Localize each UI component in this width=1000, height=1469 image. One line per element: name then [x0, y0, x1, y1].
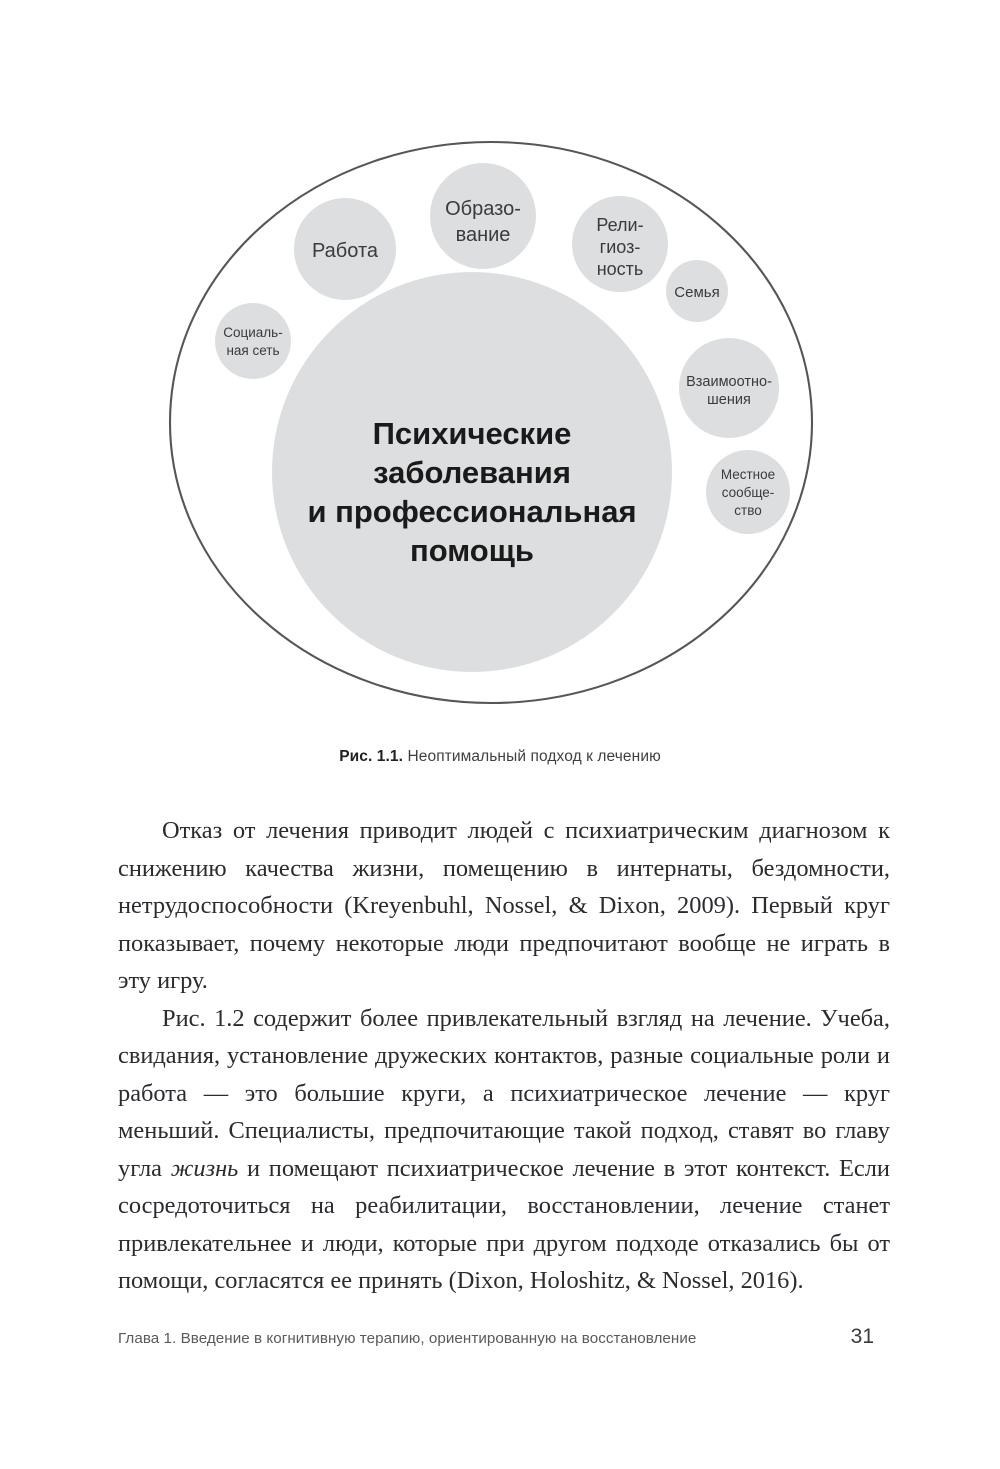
- satellite-circle-socialnaya-set: [215, 303, 291, 379]
- satellite-label-religioznost: Рели-: [596, 215, 644, 235]
- center-line-4: помощь: [410, 533, 534, 568]
- center-line-2: заболевания: [373, 455, 571, 490]
- svg-text:вание: вание: [455, 224, 511, 246]
- paragraph-2: [118, 1000, 890, 1300]
- paragraph-2-part-b: и помещают психиатрическое лечение в этот контекст. Если сосредоточиться на реабилитации, восстановлении, лечение станет привлекательнее и люди, которые при другом подходе отказались бы от помощи, согласятся ее принять (Dixon, Holoshitz, & Nossel, 2016).: [118, 1154, 890, 1294]
- body-text: [118, 812, 890, 1300]
- center-line-1: Психические: [372, 416, 572, 451]
- footer-chapter-title: Глава 1. Введение в когнитивную терапию, ориентированную на восстановление: [118, 1330, 697, 1347]
- satellite-vzaimootnosheniya: [679, 338, 779, 438]
- page-footer: [118, 1325, 882, 1349]
- figure-caption-number: Рис. 1.1.: [339, 748, 404, 765]
- satellite-religioznost: [572, 196, 668, 292]
- svg-text:ность: ность: [596, 259, 644, 279]
- satellite-label-socialnaya-set: Социаль-: [223, 325, 283, 340]
- figure-caption-text: Неоптимальный подход к лечению: [403, 748, 661, 765]
- svg-text:сообще-: сообще-: [721, 485, 775, 500]
- satellite-socialnaya-set: [215, 303, 291, 379]
- svg-text:гиоз-: гиоз-: [599, 237, 641, 257]
- satellite-obrazovanie: [430, 163, 536, 269]
- satellite-label-rabota: Работа: [312, 240, 378, 262]
- paragraph-2-emphasis: жизнь: [170, 1154, 239, 1182]
- satellite-semya: [666, 260, 728, 322]
- satellite-label-semya: Семья: [674, 284, 720, 301]
- satellite-label-obrazovanie: Образо-: [445, 198, 521, 220]
- satellite-rabota: [294, 198, 396, 300]
- svg-text:ство: ство: [734, 503, 762, 518]
- satellite-label-mestnoe-soobshchestvo: Местное: [720, 467, 776, 482]
- paragraph-1: Отказ от лечения приводит людей с психиатрическим диагнозом к снижению качества жизни, помещению в интернаты, бездомности, нетрудоспособности (Kreyenbuhl, Nossel, & Dixon, 2009). Первый круг показывает, почему некоторые люди предпочитают вообще не играть в эту игру.: [118, 817, 890, 994]
- paragraph-2-part-a: Рис. 1.2 содержит более привлекательный взгляд на лечение. Учеба, свидания, установление дружеских контактов, разные социальные роли и работа — это большие круги, а психиатрическое лечение — круг меньший. Специалисты, предпочитающие такой подход, ставят во главу угла: [118, 1004, 890, 1182]
- satellite-label-vzaimootnosheniya: Взаимоотно-: [686, 374, 772, 390]
- svg-text:шения: шения: [707, 392, 751, 408]
- satellite-mestnoe-soobshchestvo: [706, 450, 790, 534]
- figure-1-1: [0, 0, 1000, 720]
- svg-text:ная сеть: ная сеть: [226, 343, 280, 358]
- center-line-3: и профессиональная: [307, 494, 637, 529]
- footer-page-number: 31: [850, 1325, 874, 1348]
- figure-caption: [0, 748, 1000, 766]
